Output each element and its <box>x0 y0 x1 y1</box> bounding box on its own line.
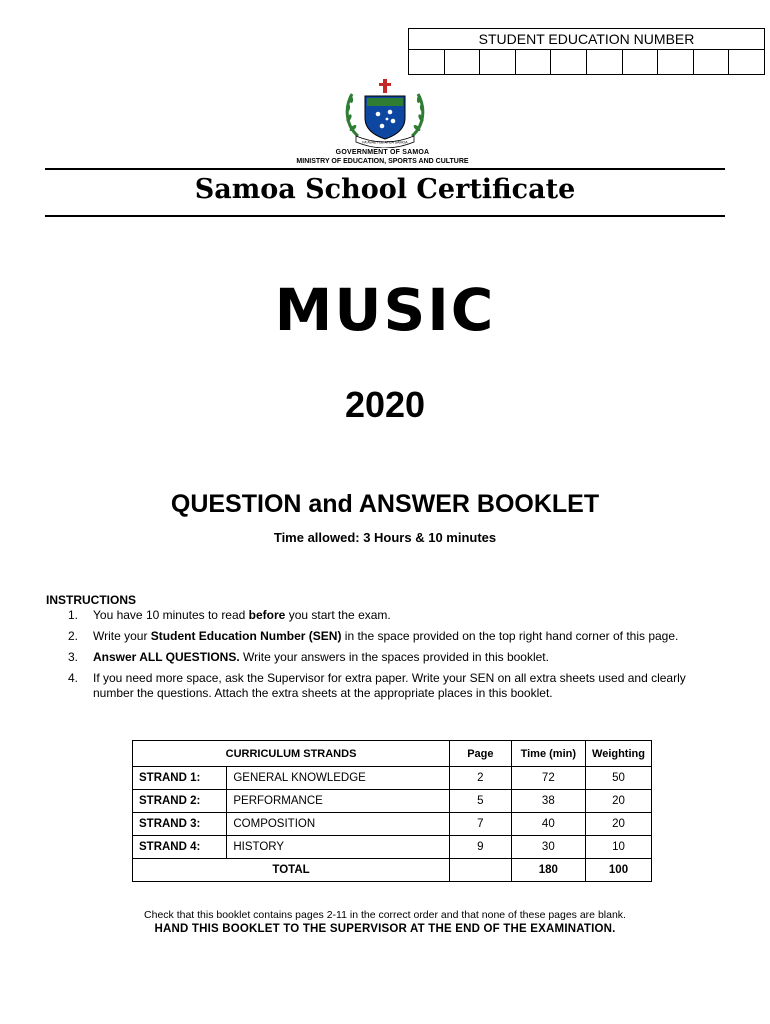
strand-time: 30 <box>511 836 585 859</box>
strand-page: 2 <box>450 767 512 790</box>
table-row <box>133 836 652 859</box>
instructions-list <box>68 608 708 707</box>
sen-label: STUDENT EDUCATION NUMBER <box>409 29 764 50</box>
sen-cell[interactable] <box>729 50 764 75</box>
strand-number: STRAND 3: <box>133 813 227 836</box>
strand-number: STRAND 2: <box>133 790 227 813</box>
total-time: 180 <box>511 859 585 882</box>
strand-weight: 20 <box>586 790 652 813</box>
table-row <box>133 813 652 836</box>
strand-name: GENERAL KNOWLEDGE <box>227 767 450 790</box>
sen-cell[interactable] <box>694 50 730 75</box>
strand-number: STRAND 4: <box>133 836 227 859</box>
total-page-empty <box>450 859 512 882</box>
strand-page: 9 <box>450 836 512 859</box>
check-note: Check that this booklet contains pages 2-11 in the correct order and that none of these pages are blank. <box>144 909 626 921</box>
strand-time: 38 <box>511 790 585 813</box>
title-rule-bottom <box>45 215 725 217</box>
strand-weight: 20 <box>586 813 652 836</box>
header-time: Time (min) <box>511 741 585 767</box>
instruction-item: 3. Answer ALL QUESTIONS. Write your answers in the spaces provided in this booklet. <box>68 650 549 664</box>
table-total-row <box>133 859 652 882</box>
sen-cell[interactable] <box>587 50 623 75</box>
sen-cell[interactable] <box>480 50 516 75</box>
instruction-item: 1. You have 10 minutes to read before you start the exam. <box>68 608 391 622</box>
table-header-row <box>133 741 652 767</box>
total-weight: 100 <box>586 859 652 882</box>
strand-weight: 10 <box>586 836 652 859</box>
sen-cell[interactable] <box>623 50 659 75</box>
sen-box <box>408 28 765 75</box>
ministry-label: MINISTRY OF EDUCATION, SPORTS AND CULTURE <box>296 158 469 165</box>
title-rule-top <box>45 168 725 170</box>
sen-cell[interactable] <box>658 50 694 75</box>
subject-title: MUSIC <box>274 276 496 344</box>
strand-number: STRAND 1: <box>133 767 227 790</box>
samoa-emblem-icon <box>338 78 432 148</box>
strand-name: HISTORY <box>227 836 450 859</box>
strand-time: 40 <box>511 813 585 836</box>
sen-cell[interactable] <box>551 50 587 75</box>
strand-time: 72 <box>511 767 585 790</box>
time-allowed: Time allowed: 3 Hours & 10 minutes <box>273 530 497 545</box>
sen-cell[interactable] <box>445 50 481 75</box>
strand-page: 7 <box>450 813 512 836</box>
government-label: GOVERNMENT OF SAMOA <box>335 149 430 156</box>
sen-cells <box>409 50 764 75</box>
header-strands: CURRICULUM STRANDS <box>133 741 450 767</box>
sen-cell[interactable] <box>409 50 445 75</box>
header-weighting: Weighting <box>586 741 652 767</box>
booklet-title: QUESTION and ANSWER BOOKLET <box>170 490 600 518</box>
table-row <box>133 767 652 790</box>
header-page: Page <box>450 741 512 767</box>
instruction-item: 4. If you need more space, ask the Supervisor for extra paper. Write your SEN on all extra sheets used and clearly number the questions. Attach the extra sheets at the appropriate places in this booklet. <box>68 671 686 700</box>
total-label: TOTAL <box>133 859 450 882</box>
strand-name: COMPOSITION <box>227 813 450 836</box>
exam-year: 2020 <box>344 384 426 425</box>
instruction-item: 2. Write your Student Education Number (SEN) in the space provided on the top right hand corner of this page. <box>68 629 679 643</box>
curriculum-table <box>132 740 652 882</box>
hand-in-note: HAND THIS BOOKLET TO THE SUPERVISOR AT THE END OF THE EXAMINATION. <box>154 923 616 935</box>
certificate-title: Samoa School Certificate <box>194 174 576 205</box>
sen-cell[interactable] <box>516 50 552 75</box>
instructions-heading: INSTRUCTIONS <box>46 593 136 607</box>
strand-name: PERFORMANCE <box>227 790 450 813</box>
table-row <box>133 790 652 813</box>
emblem-motto: FA'AVAE I LE ATUA SAMOA <box>362 140 408 145</box>
strand-weight: 50 <box>586 767 652 790</box>
strand-page: 5 <box>450 790 512 813</box>
